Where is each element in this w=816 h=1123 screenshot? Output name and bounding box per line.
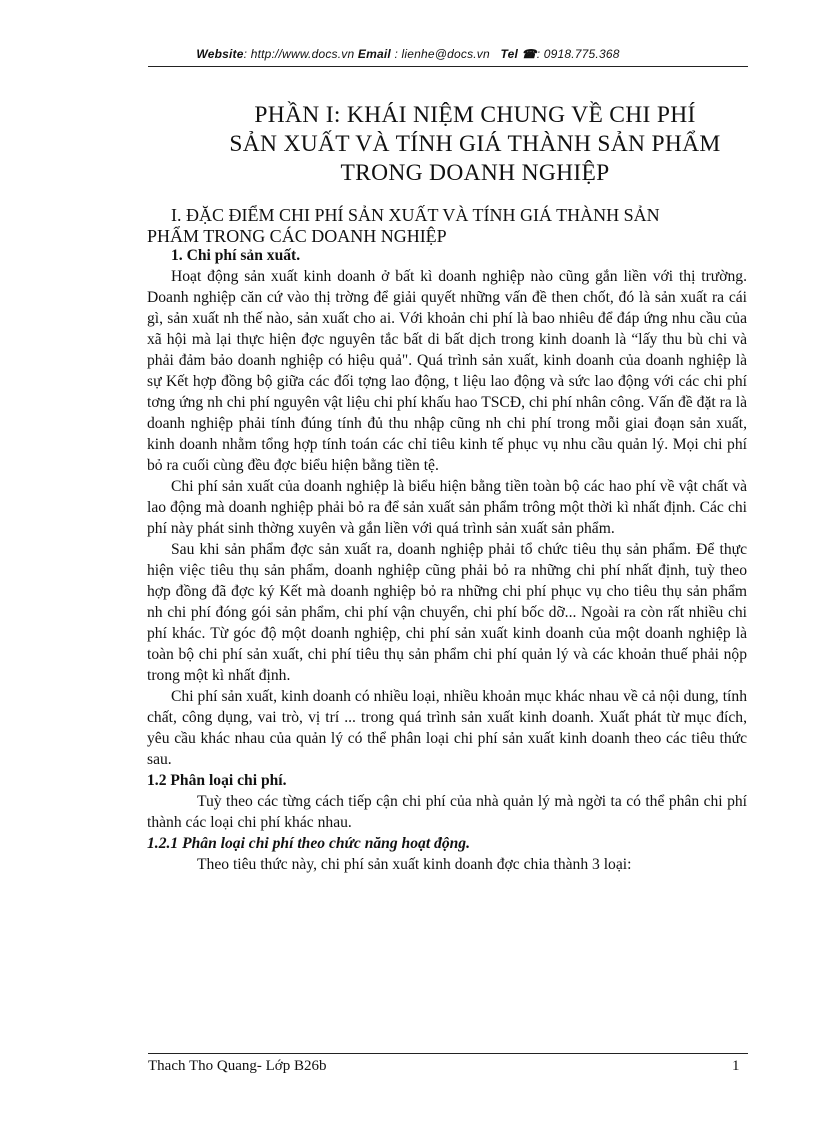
telephone-icon: ☎ (521, 47, 537, 61)
paragraph-5: Tuỳ theo các từng cách tiếp cận chi phí của nhà quản lý mà ngời ta có thể phân chi phí thành các loại chi phí khác nhau. (147, 793, 747, 831)
page-number: 1 (732, 1058, 740, 1074)
title-line-1: PHẦN I: KHÁI NIỆM CHUNG VỀ CHI PHÍ (254, 102, 696, 128)
paragraph-3: Sau khi sản phẩm đợc sản xuất ra, doanh nghiệp phải tổ chức tiêu thụ sản phẩm. Để thực hiện việc tiêu thụ sản phẩm, doanh nghiệp cũng phải bỏ ra những chi phí nhất định, tuỳ theo hợp đồng đã đợc ký Kết mà doanh nghiệp bỏ ra những chi phí phục vụ cho tiêu thụ sản phẩm nh chi phí đóng gói sản phẩm, chi phí vận chuyển, chi phí bốc dỡ... Ngoài ra còn rất nhiều chi phí khác. Từ góc độ một doanh nghiệp, chi phí sản xuất kinh doanh của một doanh nghiệp là toàn bộ chi phí sản xuất, chi phí tiêu thụ sản phẩm chi phí quản lý và các khoản thuế phải nộp trong một kì nhất định. (147, 541, 747, 684)
paragraph-6: Theo tiêu thức này, chi phí sản xuất kinh doanh đợc chia thành 3 loại: (197, 856, 632, 873)
title-line-2: SẢN XUẤT VÀ TÍNH GIÁ THÀNH SẢN PHẨM (229, 131, 721, 157)
email-label: Email (357, 47, 391, 61)
page-header (0, 47, 816, 61)
document-body (147, 245, 747, 875)
header-divider (148, 66, 748, 67)
footer-divider (148, 1053, 748, 1054)
paragraph-1: Hoạt động sản xuất kinh doanh ở bất kì doanh nghiệp nào cũng gắn liền với thị trường. Doanh nghiệp căn cứ vào thị trờng để giải quyết những vấn đề then chốt, đó là sản xuất ra cái gì, sản xuất nh thế nào, sản xuất cho ai. Với khoản chi phí là bao nhiêu để đáp ứng nhu cầu của xã hội mà lại thực hiện đợc nguyên tắc bất di bất dịch trong kinh doanh là “lấy thu bù chi và phải đảm bảo doanh nghiệp có hiệu quả". Quá trình sản xuất, kinh doanh của doanh nghiệp là sự Kết hợp đồng bộ giữa các đối tợng lao động, t liệu lao động và sức lao động với các chi phí tơng ứng nh chi phí nguyên vật liệu chi phí khấu hao TSCĐ, chi phí nhân công. Vấn đề đặt ra là doanh nghiệp phải tính đúng tính đủ thu nhập cũng nh chi phí trong mỗi giai đoạn sản xuất, kinh doanh nhằm tổng hợp tính toán các chỉ tiêu kinh tế phục vụ nhu cầu quản lý. Mọi chi phí bỏ ra cuối cùng đều đợc biểu hiện bằng tiền tệ. (147, 268, 747, 474)
website-label: Website (196, 47, 244, 61)
paragraph-4: Chi phí sản xuất, kinh doanh có nhiều loại, nhiều khoản mục khác nhau về cả nội dung, tính chất, công dụng, vai trò, vị trí ... trong quá trình sản xuất kinh doanh. Xuất phát từ mục đích, yêu cầu khác nhau của quản lý có thể phân loại chi phí sản xuất kinh doanh theo các tiêu thức sau. (147, 688, 747, 768)
website-value: : http://www.docs.vn (243, 47, 355, 61)
email-value: : lienhe@docs.vn (394, 47, 490, 61)
heading-chi-phi-san-xuat: 1. Chi phí sản xuất. (171, 247, 301, 264)
footer-author: Thach Tho Quang- Lớp B26b (148, 1058, 327, 1074)
heading-phan-loai-theo-chuc-nang: 1.2.1 Phân loại chi phí theo chức năng hoạt động. (147, 835, 471, 852)
paragraph-2: Chi phí sản xuất của doanh nghiệp là biểu hiện bằng tiền toàn bộ các hao phí về vật chất và lao động mà doanh nghiệp phải bỏ ra để sản xuất sản phẩm trông một thời kì nhất định. Các chi phí này phát sinh thờng xuyên và gắn liền với quá trình sản xuất sản phẩm. (147, 478, 747, 537)
section-heading-line-2: PHẨM TRONG CÁC DOANH NGHIỆP (147, 226, 447, 246)
tel-value: : 0918.775.368 (536, 47, 620, 61)
section-heading-line-1: I. ĐẶC ĐIỂM CHI PHÍ SẢN XUẤT VÀ TÍNH GIÁ THÀNH SẢN (171, 205, 660, 225)
heading-phan-loai-chi-phi: 1.2 Phân loại chi phí. (147, 772, 287, 789)
tel-label: Tel (500, 47, 518, 61)
title-line-3: TRONG DOANH NGHIỆP (340, 160, 610, 186)
